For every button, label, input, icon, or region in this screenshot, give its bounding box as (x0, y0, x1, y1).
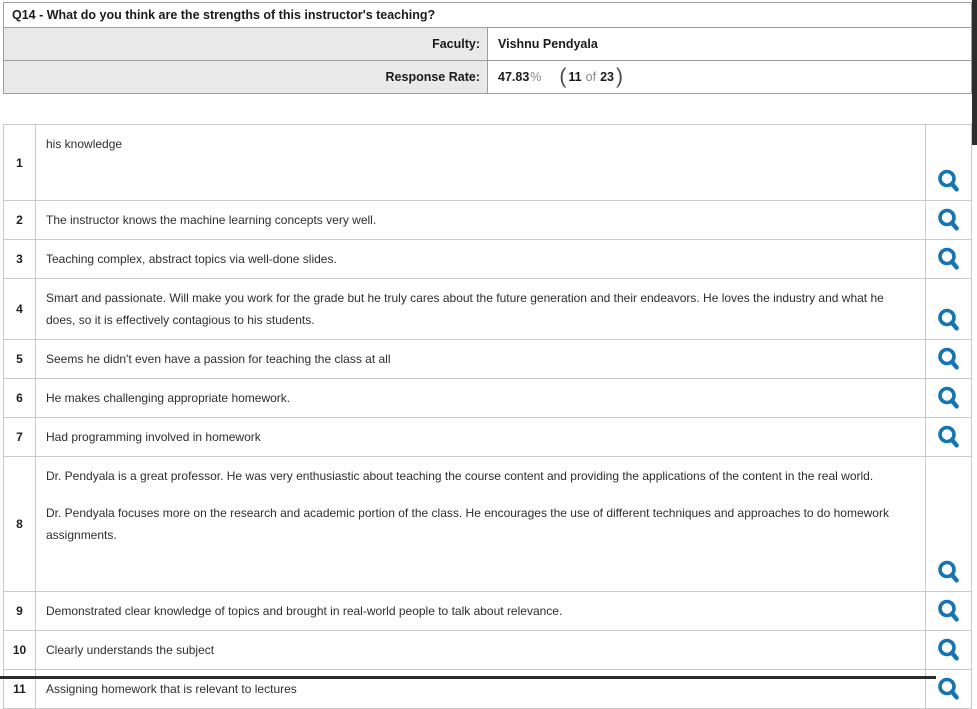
response-paragraph: Teaching complex, abstract topics via well-done slides. (46, 252, 337, 266)
response-text (36, 279, 926, 340)
response-text (36, 240, 926, 279)
magnifier-icon[interactable] (937, 599, 960, 624)
faculty-row (4, 28, 972, 61)
response-paragraph: Seems he didn't even have a passion for teaching the class at all (46, 352, 391, 366)
close-paren: ) (615, 64, 623, 88)
response-paragraph: Demonstrated clear knowledge of topics and brought in real-world people to talk about relevance. (46, 604, 563, 618)
response-number: 10 (4, 631, 36, 670)
magnifier-icon[interactable] (937, 638, 960, 663)
response-rate-percent: 47.83 (498, 70, 530, 84)
response-row (4, 125, 972, 201)
invited-count: 23 (600, 70, 614, 84)
response-detail-cell (926, 340, 972, 379)
question-title-row (4, 3, 972, 28)
response-paragraph: Smart and passionate. Will make you work for the grade but he truly cares about the future generation and their endeavors. He loves the industry and what he does, so it is effectively contagious to his students. (46, 291, 884, 327)
response-detail-cell (926, 240, 972, 279)
magnifier-icon[interactable] (937, 208, 960, 233)
percent-sign: % (530, 70, 542, 84)
response-number: 2 (4, 201, 36, 240)
response-row (4, 279, 972, 340)
response-number: 7 (4, 418, 36, 457)
response-detail-cell (926, 457, 972, 592)
response-number: 11 (4, 670, 36, 709)
response-text (36, 592, 926, 631)
response-number: 8 (4, 457, 36, 592)
response-row (4, 340, 972, 379)
response-paragraph: He makes challenging appropriate homework. (46, 391, 291, 405)
response-rate-value (488, 61, 972, 94)
report-content (3, 2, 972, 709)
response-text (36, 418, 926, 457)
response-row (4, 201, 972, 240)
question-header-table (3, 2, 972, 94)
magnifier-icon[interactable] (937, 308, 960, 333)
response-detail-cell (926, 201, 972, 240)
response-row (4, 592, 972, 631)
magnifier-icon[interactable] (937, 169, 960, 194)
response-paragraph: Dr. Pendyala is a great professor. He was very enthusiastic about teaching the course content and providing the applications of the content in the real world. (46, 469, 874, 483)
response-row (4, 457, 972, 592)
response-paragraph (46, 170, 915, 192)
question-title: Q14 - What do you think are the strengths of this instructor's teaching? (4, 3, 972, 28)
response-text (36, 631, 926, 670)
response-number: 4 (4, 279, 36, 340)
response-detail-cell (926, 631, 972, 670)
vertical-scrollbar[interactable] (972, 0, 977, 679)
magnifier-icon[interactable] (937, 386, 960, 411)
response-row (4, 379, 972, 418)
response-detail-cell (926, 418, 972, 457)
response-row (4, 240, 972, 279)
faculty-value: Vishnu Pendyala (488, 28, 972, 61)
magnifier-icon[interactable] (937, 347, 960, 372)
response-detail-cell (926, 592, 972, 631)
response-detail-cell (926, 125, 972, 201)
response-text (36, 457, 926, 592)
scrollbar-thumb[interactable] (972, 0, 977, 145)
response-rate-label: Response Rate: (4, 61, 488, 94)
response-row (4, 631, 972, 670)
response-paragraph: Assigning homework that is relevant to lectures (46, 682, 297, 696)
response-detail-cell (926, 279, 972, 340)
response-number: 1 (4, 125, 36, 201)
response-text (36, 201, 926, 240)
open-paren: ( (559, 64, 567, 88)
response-text (36, 125, 926, 201)
response-paragraph: Had programming involved in homework (46, 430, 261, 444)
response-paragraph: Clearly understands the subject (46, 643, 215, 657)
response-number: 9 (4, 592, 36, 631)
response-paragraph: Dr. Pendyala focuses more on the research and academic portion of the class. He encourages the use of different techniques and approaches to do homework assignments. (46, 506, 889, 542)
response-row (4, 418, 972, 457)
of-word: of (585, 70, 597, 84)
response-number: 6 (4, 379, 36, 418)
magnifier-icon[interactable] (937, 425, 960, 450)
responded-count: 11 (568, 70, 582, 84)
response-number: 3 (4, 240, 36, 279)
response-paragraph (46, 561, 915, 583)
responses-table (3, 124, 972, 709)
response-count (557, 66, 625, 89)
magnifier-icon[interactable] (937, 677, 960, 702)
response-rate-wrap (498, 66, 625, 89)
faculty-label: Faculty: (4, 28, 488, 61)
response-paragraph: The instructor knows the machine learning concepts very well. (46, 213, 377, 227)
response-rate-row (4, 61, 972, 94)
magnifier-icon[interactable] (937, 247, 960, 272)
response-number: 5 (4, 340, 36, 379)
response-text (36, 340, 926, 379)
response-text (36, 379, 926, 418)
response-paragraph: his knowledge (46, 137, 123, 151)
response-detail-cell (926, 379, 972, 418)
magnifier-icon[interactable] (937, 560, 960, 585)
